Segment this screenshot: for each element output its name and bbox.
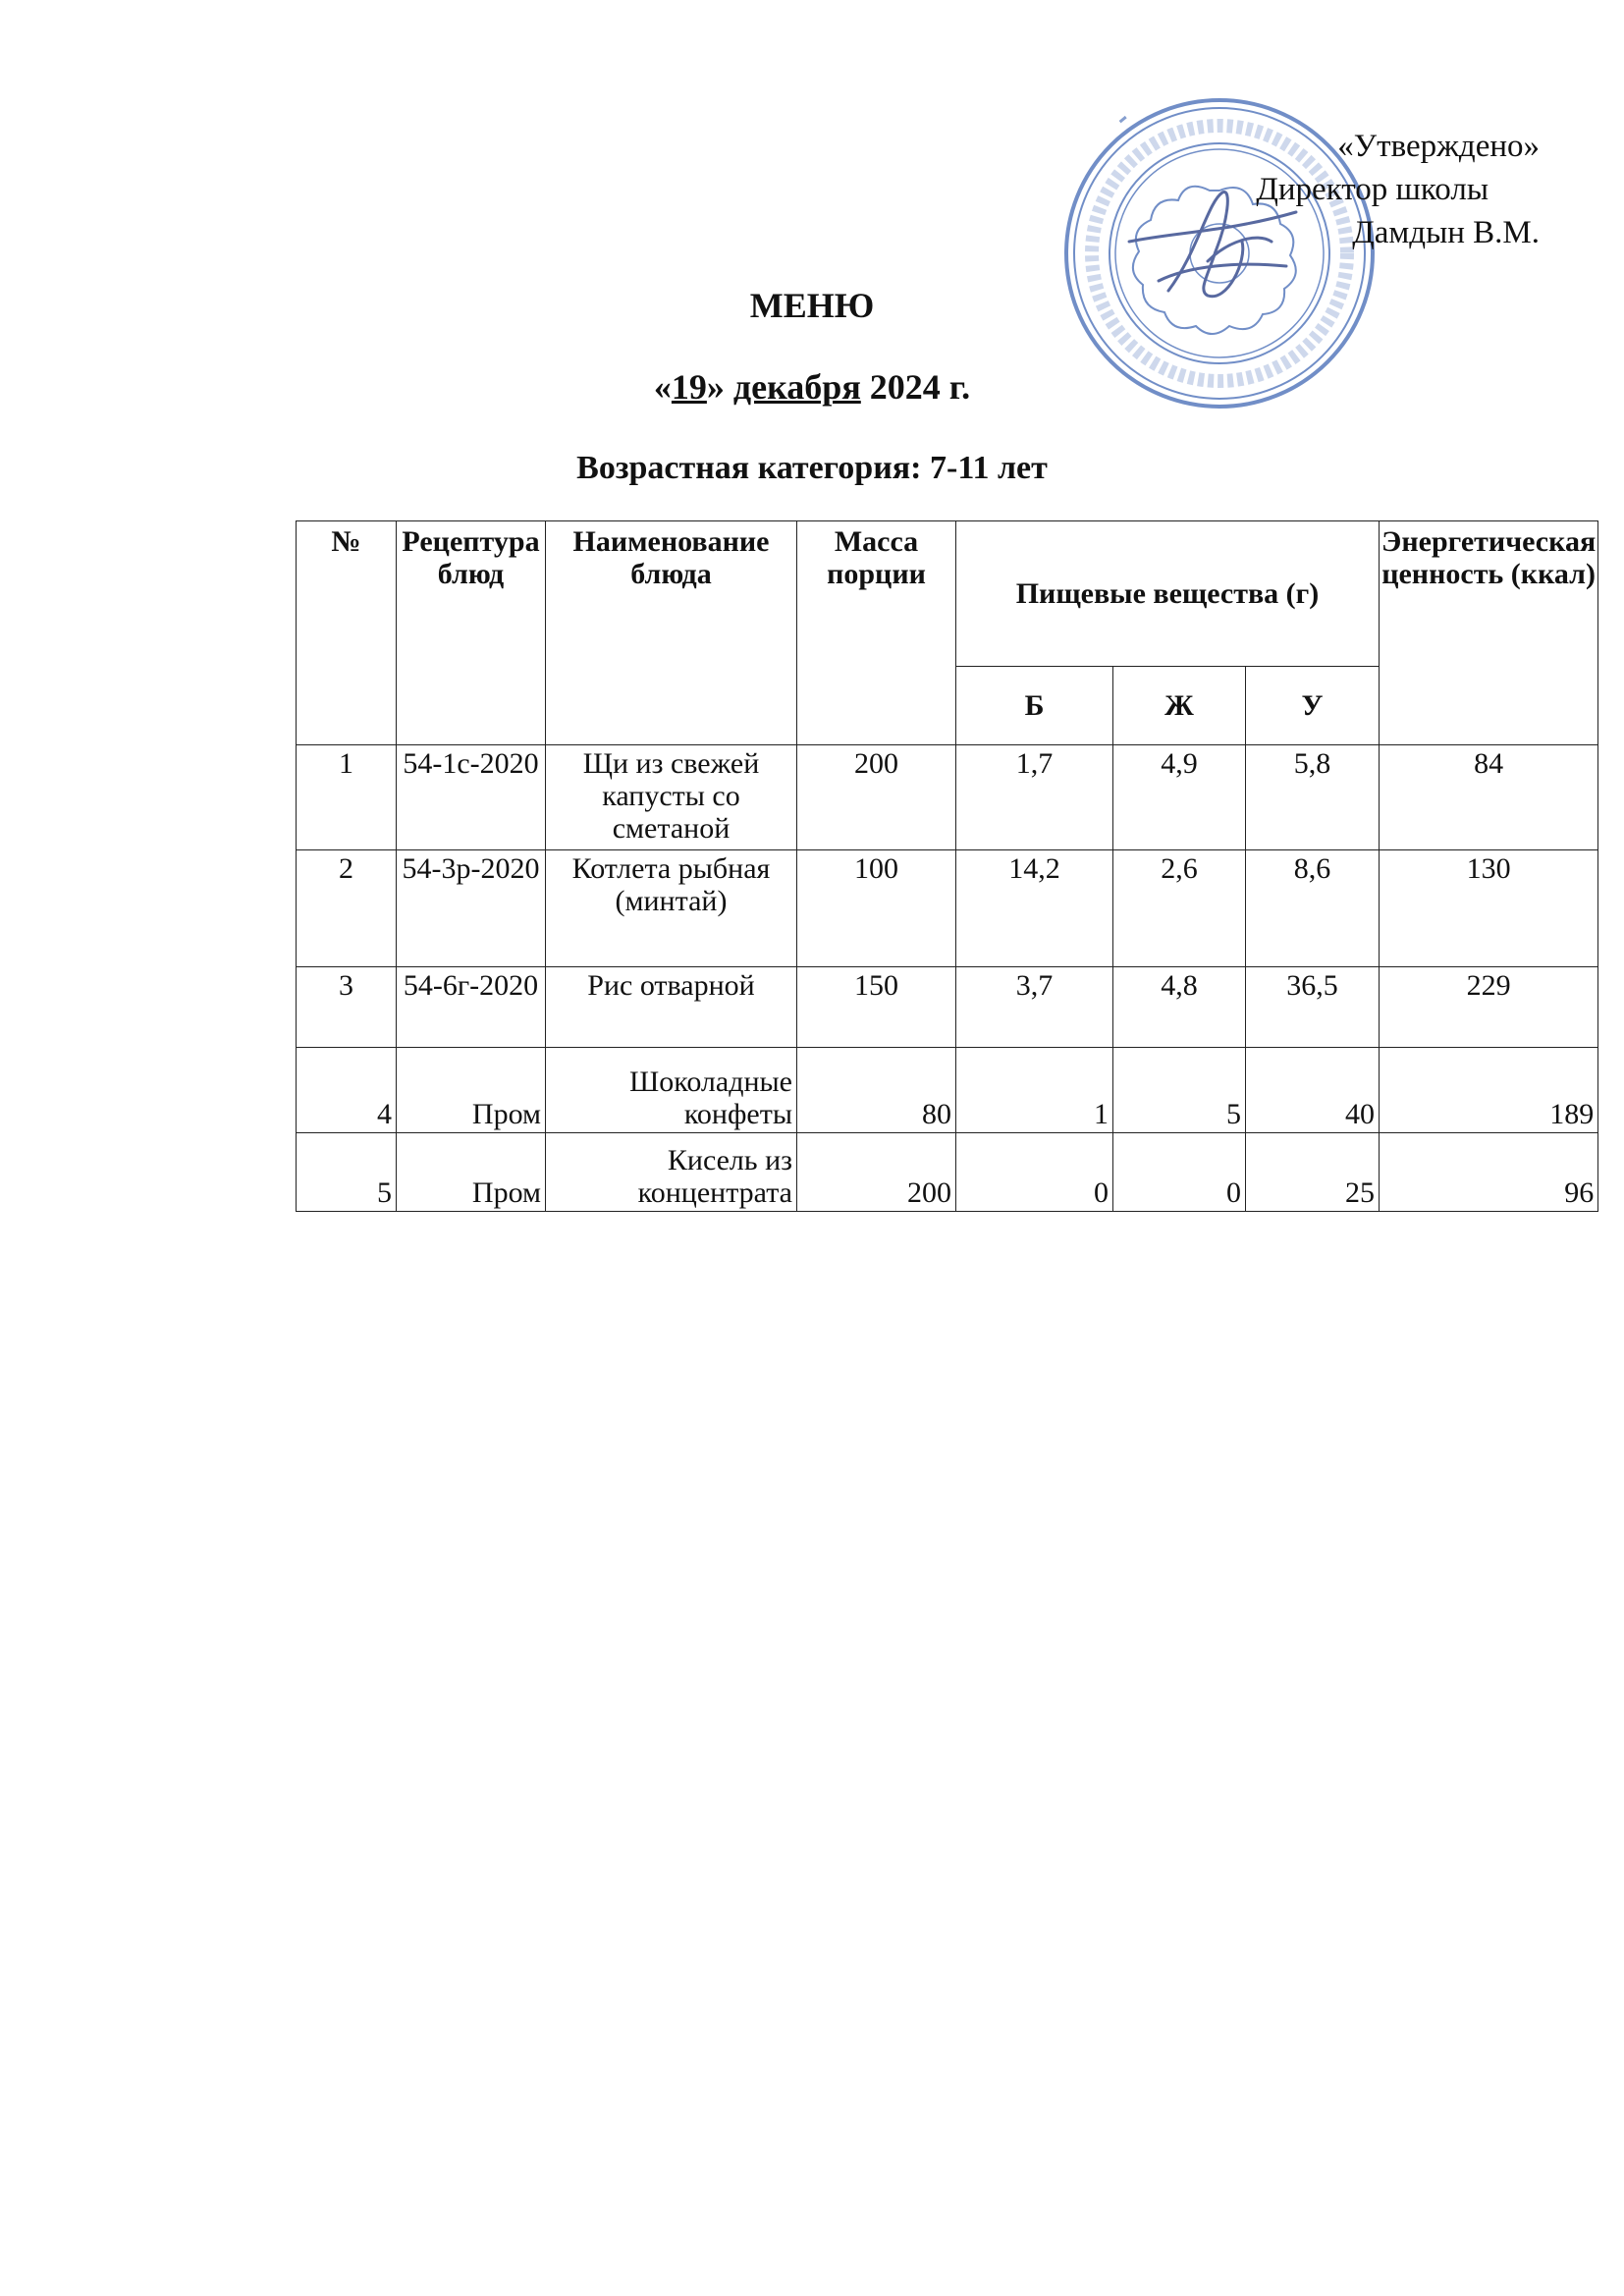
date-day: 19 <box>671 367 707 407</box>
table-row <box>297 745 1598 850</box>
cell-zh: 4,8 <box>1113 967 1246 1048</box>
cell-u: 8,6 <box>1246 850 1380 967</box>
page-title: МЕНЮ <box>749 286 875 325</box>
table-row <box>297 967 1598 1048</box>
header-mass: Масса порции <box>797 521 956 745</box>
cell-mass: 200 <box>797 745 956 850</box>
menu-date <box>0 366 1624 408</box>
header-recipe: Рецептура блюд <box>397 521 546 745</box>
cell-recipe: 54-6г-2020 <box>397 967 546 1048</box>
cell-num: 1 <box>297 745 397 850</box>
header-energy: Энергетическая ценность (ккал) <box>1380 521 1598 745</box>
cell-recipe: Пром <box>397 1133 546 1212</box>
cell-name: Шоколадные конфеты <box>546 1048 797 1133</box>
cell-num: 2 <box>297 850 397 967</box>
cell-zh: 4,9 <box>1113 745 1246 850</box>
table-row <box>297 1048 1598 1133</box>
date-year: 2024 г. <box>869 367 971 407</box>
cell-zh: 5 <box>1113 1048 1246 1133</box>
cell-b: 3,7 <box>956 967 1113 1048</box>
header-u: У <box>1246 667 1380 745</box>
header-num: № <box>297 521 397 745</box>
cell-num: 4 <box>297 1048 397 1133</box>
cell-u: 25 <box>1246 1133 1380 1212</box>
cell-num: 5 <box>297 1133 397 1212</box>
cell-energy: 130 <box>1380 850 1598 967</box>
approval-title: «Утверждено» <box>1337 129 1540 164</box>
cell-zh: 0 <box>1113 1133 1246 1212</box>
date-quote-close: » <box>706 367 725 407</box>
approval-position: Директор школы <box>1256 172 1489 207</box>
cell-num: 3 <box>297 967 397 1048</box>
cell-mass: 80 <box>797 1048 956 1133</box>
date-month: декабря <box>732 367 861 407</box>
cell-name: Котлета рыбная (минтай) <box>546 850 797 967</box>
cell-zh: 2,6 <box>1113 850 1246 967</box>
cell-energy: 96 <box>1380 1133 1598 1212</box>
cell-recipe: 54-3р-2020 <box>397 850 546 967</box>
cell-energy: 84 <box>1380 745 1598 850</box>
cell-mass: 100 <box>797 850 956 967</box>
cell-b: 1 <box>956 1048 1113 1133</box>
cell-mass: 200 <box>797 1133 956 1212</box>
header-row <box>297 521 1598 667</box>
date-quote-open: « <box>653 367 672 407</box>
cell-b: 1,7 <box>956 745 1113 850</box>
cell-u: 5,8 <box>1246 745 1380 850</box>
cell-recipe: Пром <box>397 1048 546 1133</box>
cell-recipe: 54-1с-2020 <box>397 745 546 850</box>
table-row <box>297 1133 1598 1212</box>
cell-mass: 150 <box>797 967 956 1048</box>
table-row <box>297 850 1598 967</box>
cell-name: Кисель из концентрата <box>546 1133 797 1212</box>
cell-u: 40 <box>1246 1048 1380 1133</box>
approval-name: Дамдын В.М. <box>1352 215 1540 250</box>
age-category: Возрастная категория: 7-11 лет <box>576 450 1048 486</box>
cell-b: 0 <box>956 1133 1113 1212</box>
cell-energy: 189 <box>1380 1048 1598 1133</box>
cell-name: Рис отварной <box>546 967 797 1048</box>
cell-u: 36,5 <box>1246 967 1380 1048</box>
cell-name: Щи из свежей капусты со сметаной <box>546 745 797 850</box>
header-zh: Ж <box>1113 667 1246 745</box>
header-b: Б <box>956 667 1113 745</box>
cell-energy: 229 <box>1380 967 1598 1048</box>
header-name: Наименование блюда <box>546 521 797 745</box>
menu-table <box>296 520 1598 1212</box>
header-nutrients: Пищевые вещества (г) <box>956 521 1380 667</box>
cell-b: 14,2 <box>956 850 1113 967</box>
school-stamp <box>1060 94 1379 412</box>
